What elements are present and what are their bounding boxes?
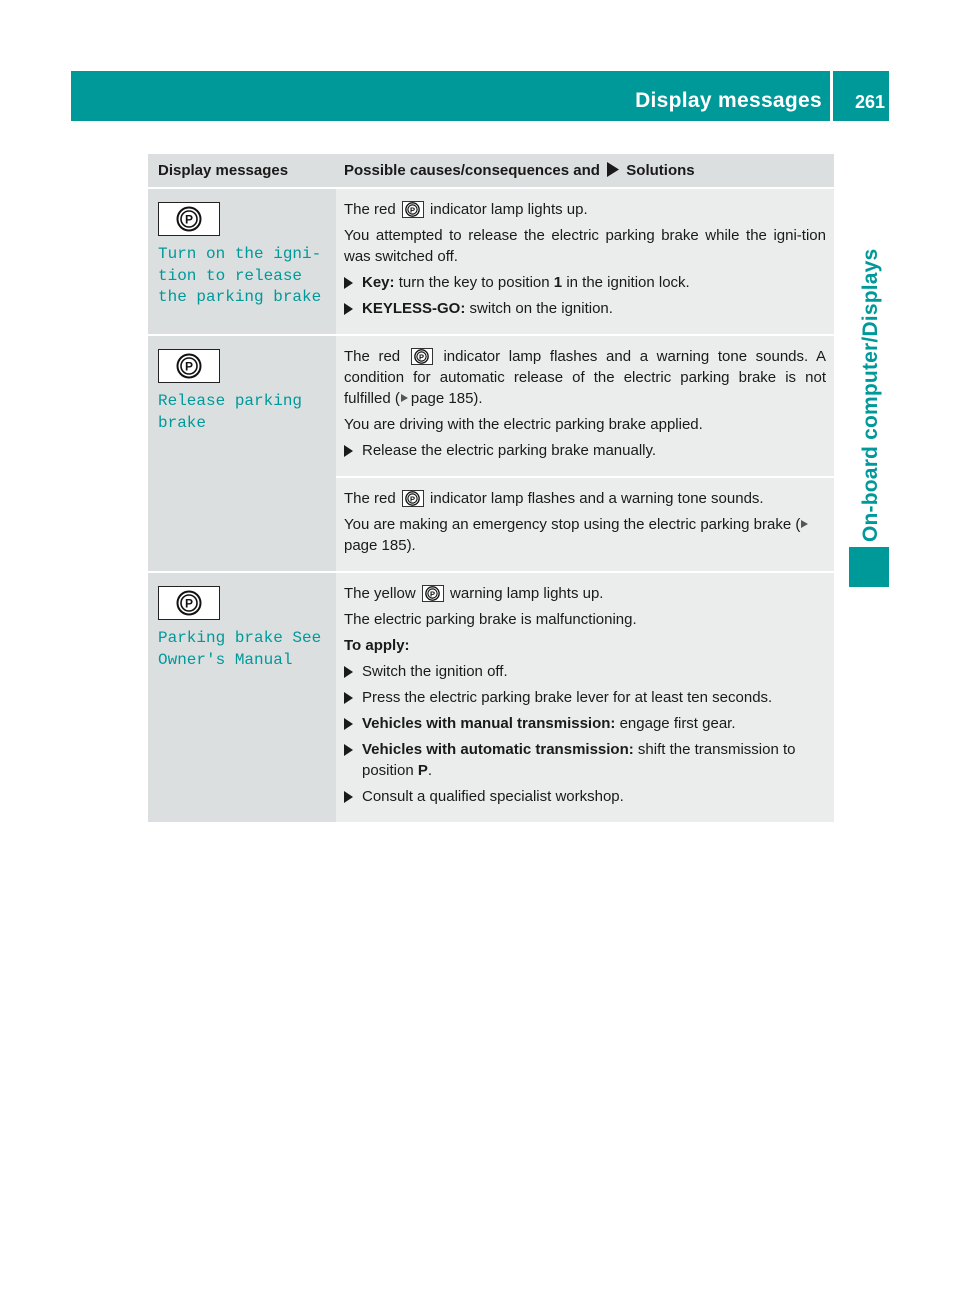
page-number: 261 [854, 92, 885, 112]
text-bold: P [417, 762, 428, 779]
parking-brake-icon [158, 202, 220, 236]
parking-brake-icon [402, 201, 424, 218]
chapter-tab-label: On-board computer/Displays [859, 248, 882, 542]
text-segment: engage first gear. [619, 715, 736, 732]
cause-line [344, 199, 826, 220]
text-segment: The red [344, 490, 396, 507]
text-segment: warning lamp lights up. [450, 585, 604, 602]
text-segment: The yellow [344, 585, 416, 602]
svg-text:P: P [184, 359, 194, 374]
table-row [148, 188, 834, 335]
text-bold: Vehicles with automatic transmission: [362, 741, 634, 758]
solutions-cell [336, 477, 834, 572]
arrow-bullet-icon [344, 791, 353, 803]
cause-description [344, 514, 826, 556]
svg-text:P: P [410, 205, 416, 215]
page-reference-icon [801, 520, 808, 528]
list-item [344, 687, 826, 708]
cause-line [344, 488, 826, 509]
chapter-marker [849, 547, 889, 587]
svg-text:P: P [419, 352, 425, 362]
arrow-bullet-icon [344, 303, 353, 315]
solutions-cell [336, 188, 834, 335]
svg-text:P: P [410, 494, 416, 504]
cause-description: The electric parking brake is malfunctioning. [344, 611, 637, 628]
text-segment: . [427, 762, 433, 779]
svg-text:P: P [184, 596, 194, 611]
solutions-arrow-icon [606, 162, 620, 177]
text-bold: 1 [553, 274, 563, 291]
cause-line [344, 583, 826, 604]
parking-brake-icon [158, 349, 220, 383]
display-message-cell [148, 572, 336, 822]
page-reference: page 185). [344, 537, 416, 554]
text-segment: indicator lamp flashes and a warning tone sounds. [430, 490, 764, 507]
col-header-causes-text: Possible causes/consequences and [344, 162, 600, 179]
solutions-cell [336, 572, 834, 822]
list-item [344, 661, 826, 682]
parking-brake-icon [402, 490, 424, 507]
text-segment: switch on the ignition. [469, 300, 613, 317]
text-segment: Switch the ignition off. [362, 663, 508, 680]
arrow-bullet-icon [344, 718, 353, 730]
parking-brake-icon [422, 585, 444, 602]
text-segment: indicator lamp flashes and a warning tone sounds. A condition for automatic release of the electric parking brake is not fulfilled ( [344, 348, 827, 407]
list-item [344, 298, 826, 319]
display-message-text: Parking brake See Owner's Manual [158, 629, 322, 669]
page-reference-icon [401, 394, 408, 402]
list-item [344, 713, 826, 734]
table-row [148, 335, 834, 477]
section-title: Display messages [635, 89, 822, 112]
parking-brake-icon [411, 348, 433, 365]
arrow-bullet-icon [344, 277, 353, 289]
text-segment: The red [344, 348, 401, 365]
to-apply-heading: To apply: [344, 637, 410, 654]
table-header-row [148, 154, 834, 188]
arrow-bullet-icon [344, 692, 353, 704]
text-segment: indicator lamp lights up. [430, 201, 588, 218]
display-message-text: Turn on the igni‐ tion to release the parking brake [158, 245, 322, 306]
text-bold: Key: [362, 274, 395, 291]
cause-description: You are driving with the electric parking brake applied. [344, 416, 703, 433]
text-segment: Release the electric parking brake manually. [362, 442, 657, 459]
col-header-causes [336, 154, 834, 188]
text-segment: The red [344, 201, 396, 218]
arrow-bullet-icon [344, 666, 353, 678]
col-header-solutions-text: Solutions [626, 162, 695, 179]
cause-description: You attempted to release the electric parking brake while the igni-tion was switched off. [344, 227, 826, 265]
arrow-bullet-icon [344, 744, 353, 756]
page-reference: page 185). [410, 390, 483, 407]
display-message-cell [148, 335, 336, 572]
list-item [344, 272, 826, 293]
list-item [344, 786, 826, 807]
text-segment: in the ignition lock. [566, 274, 690, 291]
cause-line [344, 346, 826, 409]
list-item [344, 440, 826, 461]
text-bold: KEYLESS-GO: [362, 300, 466, 317]
svg-text:P: P [184, 212, 194, 227]
text-bold: Vehicles with manual transmission: [362, 715, 616, 732]
text-segment: You are making an emergency stop using the electric parking brake ( [344, 516, 801, 533]
page-header [71, 71, 889, 121]
parking-brake-icon [158, 586, 220, 620]
list-item [344, 739, 826, 781]
col-header-display-messages: Display messages [148, 154, 336, 188]
text-segment: Press the electric parking brake lever for at least ten seconds. [362, 689, 773, 706]
display-message-text: Release parking brake [158, 392, 303, 432]
text-segment: turn the key to position [398, 274, 550, 291]
text-segment: Consult a qualified specialist workshop. [362, 788, 624, 805]
display-messages-table [148, 154, 834, 822]
chapter-tab [850, 186, 890, 546]
arrow-bullet-icon [344, 445, 353, 457]
text-segment: shift the transmission to position [362, 741, 796, 779]
solutions-cell [336, 335, 834, 477]
table-row [148, 572, 834, 822]
header-separator [830, 71, 833, 121]
display-message-cell [148, 188, 336, 335]
svg-text:P: P [430, 589, 436, 599]
